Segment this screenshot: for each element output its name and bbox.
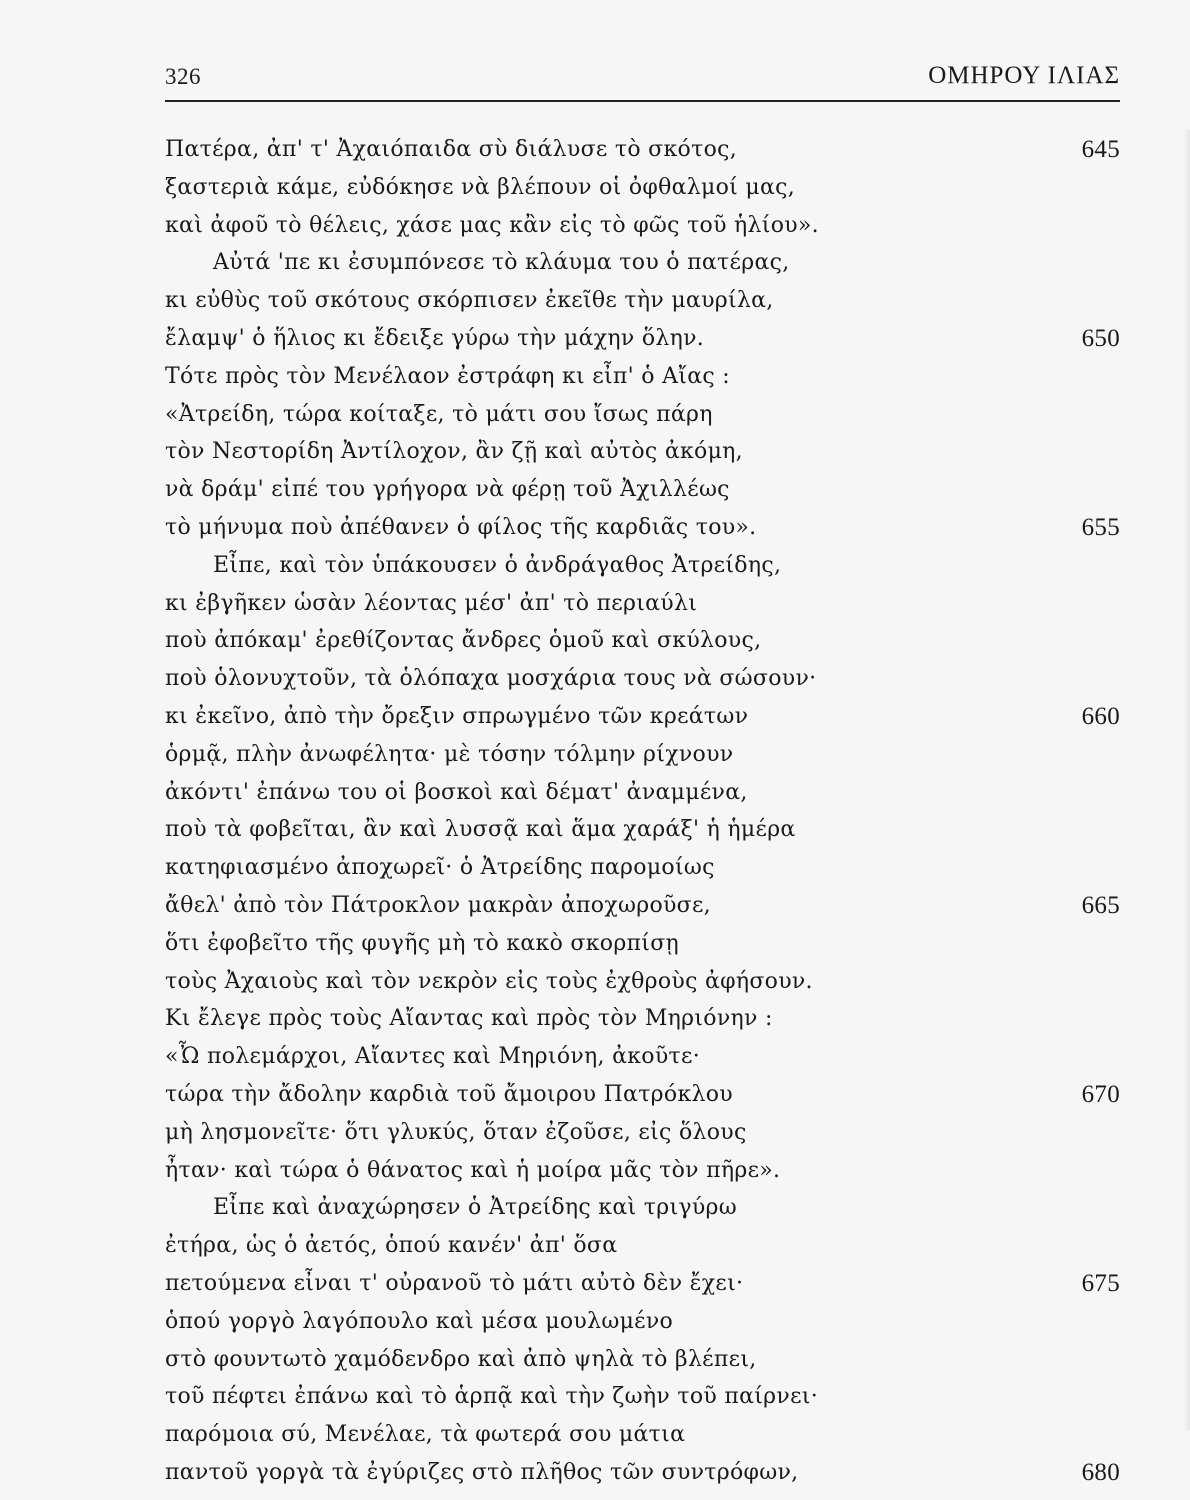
verse-line <box>165 244 1120 282</box>
line-number: 650 <box>1081 324 1120 352</box>
verse-line <box>165 811 1120 849</box>
verse-text: ὁπού γοργὸ λαγόπουλο καὶ μέσα μουλωμένο <box>165 1308 674 1334</box>
verse-line <box>165 282 1120 320</box>
verse-line <box>165 1076 1120 1114</box>
verse-line <box>165 471 1120 509</box>
verse-line <box>165 774 1120 812</box>
verse-text: παρόμοια σύ, Μενέλαε, τὰ φωτερά σου μάτια <box>165 1422 686 1448</box>
page-header <box>165 60 1120 102</box>
running-title: ΟΜΗΡΟΥ ΙΛΙΑΣ <box>928 62 1120 89</box>
verse-line <box>165 1454 1120 1492</box>
verse-text: ὁρμᾷ, πλὴν ἀνωφέλητα· μὲ τόσην τόλμην ρίχνουν <box>165 741 734 767</box>
verse-text: τώρα τὴν ἄδολην καρδιὰ τοῦ ἄμοιρου Πατρόκλου <box>165 1081 733 1107</box>
verse-line <box>165 849 1120 887</box>
verse-line <box>165 396 1120 434</box>
verse-text: ἔλαμψ' ὁ ἥλιος κι ἔδειξε γύρω τὴν μάχην ὅλην. <box>165 325 705 351</box>
verse-text: ἀκόντι' ἐπάνω του οἱ βοσκοὶ καὶ δέματ' ἀναμμένα, <box>165 779 748 805</box>
verse-text: ἐτήρα, ὡς ὁ ἀετός, ὁπού κανέν' ἀπ' ὅσα <box>165 1233 618 1259</box>
verse-text: Κι ἔλεγε πρὸς τοὺς Αἴαντας καὶ πρὸς τὸν Μηριόνην : <box>165 1006 773 1032</box>
verse-line <box>165 925 1120 963</box>
verse-line <box>165 131 1120 169</box>
verse-block <box>165 131 1120 1492</box>
verse-text: Τότε πρὸς τὸν Μενέλαον ἐστράφη κι εἶπ' ὁ Αἴας : <box>165 363 731 389</box>
verse-text: τὸν Νεστορίδη Ἀντίλοχον, ἂν ζῇ καὶ αὐτὸς ἀκόμη, <box>165 439 743 465</box>
verse-text: ξαστεριὰ κάμε, εὐδόκησε νὰ βλέπουν οἱ ὀφθαλμοί μας, <box>165 174 796 200</box>
verse-line <box>165 1189 1120 1227</box>
line-number: 670 <box>1081 1080 1120 1108</box>
verse-text: κι εὐθὺς τοῦ σκότους σκόρπισεν ἐκεῖθε τὴν μαυρίλα, <box>165 288 774 314</box>
verse-line <box>165 1265 1120 1303</box>
verse-line <box>165 736 1120 774</box>
verse-line <box>165 1000 1120 1038</box>
verse-line <box>165 358 1120 396</box>
verse-text: ποὺ ὁλονυχτοῦν, τὰ ὁλόπαχα μοσχάρια τους νὰ σώσουν· <box>165 666 817 692</box>
verse-text: στὸ φουντωτὸ χαμόδενδρο καὶ ἀπὸ ψηλὰ τὸ βλέπει, <box>165 1346 757 1372</box>
verse-text: τὸ μήνυμα ποὺ ἀπέθανεν ὁ φίλος τῆς καρδιᾶς του». <box>165 514 757 540</box>
verse-line <box>165 1227 1120 1265</box>
verse-line <box>165 433 1120 471</box>
verse-line <box>165 1341 1120 1379</box>
verse-text: Εἶπε, καὶ τὸν ὑπάκουσεν ὁ ἀνδράγαθος Ἀτρείδης, <box>213 552 782 578</box>
verse-line <box>165 660 1120 698</box>
verse-line <box>165 1303 1120 1341</box>
verse-text: ποὺ ἀπόκαμ' ἐρεθίζοντας ἄνδρες ὁμοῦ καὶ σκύλους, <box>165 628 762 654</box>
verse-line <box>165 963 1120 1001</box>
verse-line <box>165 1378 1120 1416</box>
verse-text: τοὺς Ἀχαιοὺς καὶ τὸν νεκρὸν εἰς τοὺς ἐχθροὺς ἀφήσουν. <box>165 968 813 994</box>
verse-text: καὶ ἀφοῦ τὸ θέλεις, χάσε μας κἂν εἰς τὸ φῶς τοῦ ἡλίου». <box>165 212 819 238</box>
verse-line <box>165 1114 1120 1152</box>
verse-text: Εἶπε καὶ ἀναχώρησεν ὁ Ἀτρείδης καὶ τριγύρω <box>213 1195 737 1221</box>
verse-text: «Ἀτρείδη, τώρα κοίταξε, τὸ μάτι σου ἴσως πάρη <box>165 401 713 427</box>
verse-line <box>165 547 1120 585</box>
verse-text: Αὐτά 'πε κι ἐσυμπόνεσε τὸ κλάυμα του ὁ πατέρας, <box>213 250 790 276</box>
verse-line <box>165 169 1120 207</box>
verse-text: παντοῦ γοργὰ τὰ ἐγύριζες στὸ πλῆθος τῶν συντρόφων, <box>165 1459 799 1485</box>
line-number: 655 <box>1081 513 1120 541</box>
verse-text: ἦταν· καὶ τώρα ὁ θάνατος καὶ ἡ μοίρα μᾶς τὸν πῆρε». <box>165 1157 781 1183</box>
verse-text: πετούμενα εἶναι τ' οὐρανοῦ τὸ μάτι αὐτὸ δὲν ἔχει· <box>165 1270 744 1296</box>
verse-text: κι ἐκεῖνο, ἀπὸ τὴν ὄρεξιν σπρωγμένο τῶν κρεάτων <box>165 703 749 729</box>
verse-text: ὅτι ἐφοβεῖτο τῆς φυγῆς μὴ τὸ κακὸ σκορπίσῃ <box>165 930 680 956</box>
verse-text: ἄθελ' ἀπὸ τὸν Πάτροκλον μακρὰν ἀποχωροῦσε, <box>165 892 711 918</box>
verse-line <box>165 509 1120 547</box>
line-number: 665 <box>1081 891 1120 919</box>
verse-line <box>165 1152 1120 1190</box>
verse-text: «Ὦ πολεμάρχοι, Αἴαντες καὶ Μηριόνη, ἀκοῦτε· <box>165 1044 700 1070</box>
show-through-edge <box>1184 130 1190 1430</box>
line-number: 675 <box>1081 1269 1120 1297</box>
verse-line <box>165 1416 1120 1454</box>
verse-line <box>165 622 1120 660</box>
verse-line <box>165 207 1120 245</box>
line-number: 660 <box>1081 702 1120 730</box>
verse-line <box>165 887 1120 925</box>
verse-text: Πατέρα, ἀπ' τ' Ἀχαιόπαιδα σὺ διάλυσε τὸ σκότος, <box>165 137 738 162</box>
verse-text: ποὺ τὰ φοβεῖται, ἂν καὶ λυσσᾷ καὶ ἅμα χαράξ' ἡ ἡμέρα <box>165 817 796 843</box>
verse-line <box>165 320 1120 358</box>
verse-line <box>165 1038 1120 1076</box>
verse-text: κατηφιασμένο ἀποχωρεῖ· ὁ Ἀτρείδης παρομοίως <box>165 855 715 881</box>
verse-text: τοῦ πέφτει ἐπάνω καὶ τὸ ἁρπᾷ καὶ τὴν ζωὴν τοῦ παίρνει· <box>165 1384 818 1410</box>
verse-text: μὴ λησμονεῖτε· ὅτι γλυκύς, ὅταν ἐζοῦσε, εἰς ὅλους <box>165 1119 747 1145</box>
page-number: 326 <box>165 64 201 89</box>
verse-text: νὰ δράμ' εἰπέ του γρήγορα νὰ φέρῃ τοῦ Ἀχιλλέως <box>165 477 730 503</box>
line-number: 680 <box>1081 1458 1120 1486</box>
verse-line <box>165 698 1120 736</box>
verse-line <box>165 585 1120 623</box>
line-number: 645 <box>1081 136 1120 163</box>
verse-text: κι ἐβγῆκεν ὡσὰν λέοντας μέσ' ἀπ' τὸ περιαύλι <box>165 590 698 616</box>
